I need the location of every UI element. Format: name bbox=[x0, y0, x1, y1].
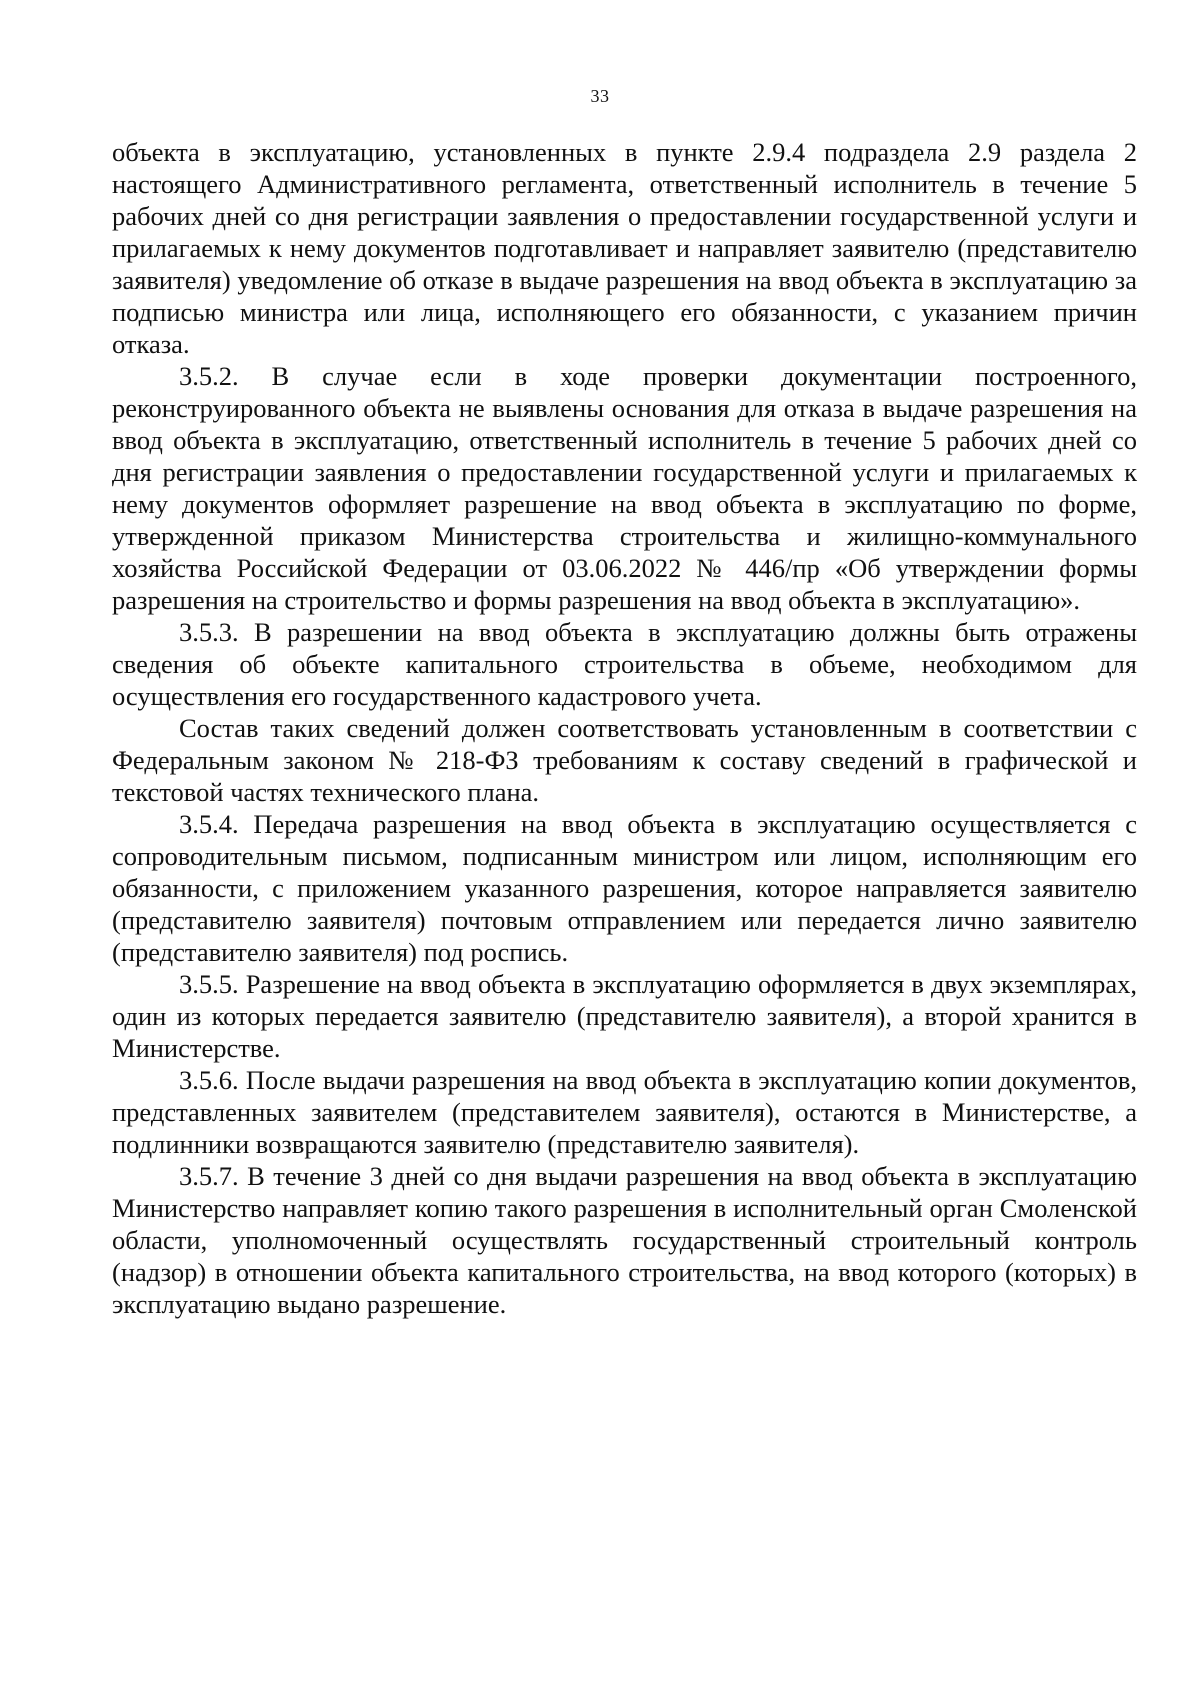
paragraph-3-5-4: 3.5.4. Передача разрешения на ввод объекта в эксплуатацию осуществляется с сопроводительным письмом, подписанным министром или лицом, исполняющим его обязанности, с приложением указанного разрешения, которое направляется заявителю (представителю заявителя) почтовым отправлением или передается лично заявителю (представителю заявителя) под роспись. bbox=[112, 809, 1137, 967]
paragraph-3-5-3: 3.5.3. В разрешении на ввод объекта в эксплуатацию должны быть отражены сведения об объекте капитального строительства в объеме, необходимом для осуществления его государственного кадастрового учета. bbox=[112, 617, 1137, 711]
document-body bbox=[112, 136, 1137, 1320]
paragraph-3-5-7: 3.5.7. В течение 3 дней со дня выдачи разрешения на ввод объекта в эксплуатацию Министерство направляет копию такого разрешения в исполнительный орган Смоленской области, уполномоченный осуществлять государственный строительный контроль (надзор) в отношении объекта капитального строительства, на ввод которого (которых) в эксплуатацию выдано разрешение. bbox=[112, 1161, 1137, 1319]
paragraph-3-5-5: 3.5.5. Разрешение на ввод объекта в эксплуатацию оформляется в двух экземплярах, один из которых передается заявителю (представителю заявителя), а второй хранится в Министерстве. bbox=[112, 969, 1137, 1063]
paragraph-3-5-3-composition: Состав таких сведений должен соответствовать установленным в соответствии с Федеральным законом № 218-ФЗ требованиям к составу сведений в графической и текстовой частях технического плана. bbox=[112, 713, 1137, 807]
paragraph-3-5-6: 3.5.6. После выдачи разрешения на ввод объекта в эксплуатацию копии документов, представленных заявителем (представителем заявителя), остаются в Министерстве, а подлинники возвращаются заявителю (представителю заявителя). bbox=[112, 1065, 1137, 1159]
paragraph-3-5-2: 3.5.2. В случае если в ходе проверки документации построенного, реконструированного объекта не выявлены основания для отказа в выдаче разрешения на ввод объекта в эксплуатацию, ответственный исполнитель в течение 5 рабочих дней со дня регистрации заявления о предоставлении государственной услуги и прилагаемых к нему документов оформляет разрешение на ввод объекта в эксплуатацию по форме, утвержденной приказом Министерства строительства и жилищно-коммунального хозяйства Российской Федерации от 03.06.2022 № 446/пр «Об утверждении формы разрешения на строительство и формы разрешения на ввод объекта в эксплуатацию». bbox=[112, 361, 1137, 615]
page-number: 33 bbox=[590, 86, 610, 106]
paragraph-continuation: объекта в эксплуатацию, установленных в пункте 2.9.4 подраздела 2.9 раздела 2 настоящего Административного регламента, ответственный исполнитель в течение 5 рабочих дней со дня регистрации заявления о предоставлении государственной услуги и прилагаемых к нему документов подготавливает и направляет заявителю (представителю заявителя) уведомление об отказе в выдаче разрешения на ввод объекта в эксплуатацию за подписью министра или лица, исполняющего его обязанности, с указанием причин отказа. bbox=[112, 137, 1137, 359]
